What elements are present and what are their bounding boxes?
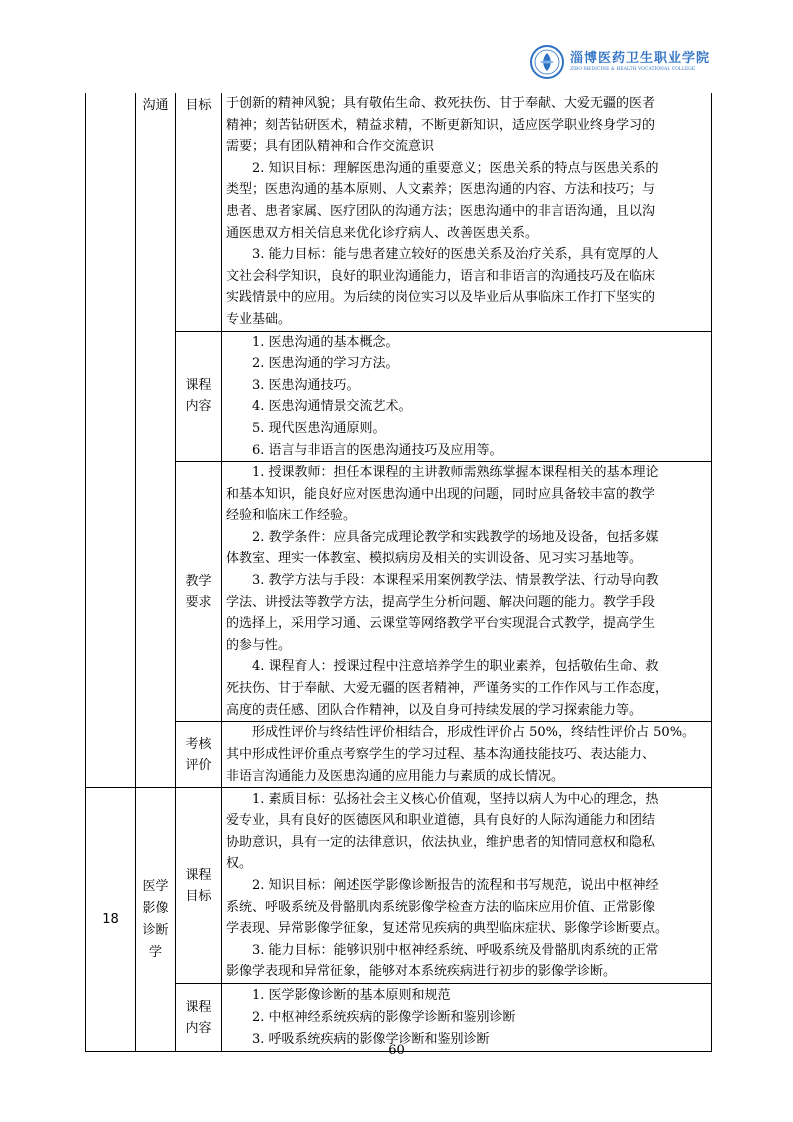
course-no-cell xyxy=(86,93,136,788)
text-line: 权。 xyxy=(226,856,253,872)
text-line: 4. 课程育人：授课过程中注意培养学生的职业素养，包括敬佑生命、救 xyxy=(252,659,659,675)
text-line: 爱专业，具有良好的医德医风和职业道德，具有良好的人际沟通能力和团结 xyxy=(226,813,656,829)
content-cell xyxy=(222,462,712,722)
text-line: 和基本知识，能良好应对医患沟通中出现的问题，同时应具备较丰富的教学 xyxy=(226,486,656,502)
category-label: 要求 xyxy=(185,594,212,610)
text-line: 3. 教学方法与手段：本课程采用案例教学法、情景教学法、行动导向教 xyxy=(252,573,659,589)
category-cell xyxy=(176,462,222,722)
page-number: 60 xyxy=(388,1043,405,1058)
content-cell xyxy=(222,93,712,331)
text-line: 2. 知识目标：阐述医学影像诊断报告的流程和书写规范，说出中枢神经 xyxy=(252,877,659,893)
content-cell xyxy=(222,984,712,1052)
category-label: 课程 xyxy=(185,378,212,394)
category-cell xyxy=(176,984,222,1052)
category-label: 目标 xyxy=(185,888,212,904)
text-line: 精神；刻苦钻研医术，精益求精，不断更新知识，适应医学职业终身学习的 xyxy=(226,117,656,133)
list-item: 3. 医患沟通技巧。 xyxy=(252,377,360,393)
course-name-part: 医学 xyxy=(142,878,169,894)
text-line: 死扶伤、甘于奉献、大爱无疆的医者精神，严谨务实的工作作风与工作态度， xyxy=(226,681,669,697)
list-item: 1. 医患沟通的基本概念。 xyxy=(252,334,399,350)
text-line: 1. 授课教师：担任本课程的主讲教师需熟练掌握本课程相关的基本理论 xyxy=(252,465,659,481)
category-label: 课程 xyxy=(185,999,212,1015)
text-line: 3. 能力目标：能与患者建立较好的医患关系及治疗关系，具有宽厚的人 xyxy=(252,247,659,263)
school-name: 淄博医药卫生职业学院 xyxy=(570,50,711,66)
category-label: 目标 xyxy=(185,98,212,113)
list-item: 6. 语言与非语言的医患沟通技巧及应用等。 xyxy=(252,442,503,458)
school-emblem-icon xyxy=(530,45,564,79)
list-item: 2. 医患沟通的学习方法。 xyxy=(252,356,399,372)
school-logo xyxy=(530,44,730,80)
text-line: 类型；医患沟通的基本原则、人文素养；医患沟通的内容、方法和技巧；与 xyxy=(226,182,656,198)
course-no-cell xyxy=(86,788,136,1052)
text-line: 形成性评价与终结性评价相结合，形成性评价占 50%，终结性评价占 50%。 xyxy=(252,725,696,741)
category-label: 教学 xyxy=(185,573,212,589)
text-line: 专业基础。 xyxy=(226,311,292,327)
text-line: 体教室、理实一体教室、模拟病房及相关的实训设备、见习实习基地等。 xyxy=(226,551,643,567)
text-line: 经验和临床工作经验。 xyxy=(226,508,357,524)
category-cell xyxy=(176,93,222,331)
category-label: 内容 xyxy=(185,1020,212,1036)
category-cell xyxy=(176,331,222,462)
course-table xyxy=(85,93,712,1052)
course-name-part: 影像 xyxy=(142,900,169,916)
text-line: 3. 能力目标：能够识别中枢神经系统、呼吸系统及骨骼肌肉系统的正常 xyxy=(252,942,659,958)
text-line: 影像学表现和异常征象，能够对本系统疾病进行初步的影像学诊断。 xyxy=(226,964,617,980)
course-name-cell xyxy=(136,93,176,788)
list-item: 4. 医患沟通情景交流艺术。 xyxy=(252,399,412,415)
text-line: 协助意识，具有一定的法律意识，依法执业，维护患者的知情同意权和隐私 xyxy=(226,834,656,850)
table-row xyxy=(86,722,712,788)
table-row xyxy=(86,984,712,1052)
content-cell xyxy=(222,788,712,984)
text-line: 的参与性。 xyxy=(226,637,292,653)
school-name-en: ZIBO MEDICINE & HEALTH VOCATIONAL COLLEGE xyxy=(570,66,696,72)
course-no: 18 xyxy=(102,912,119,928)
table-row xyxy=(86,462,712,722)
text-line: 1. 素质目标：弘扬社会主义核心价值观，坚持以病人为中心的理念，热 xyxy=(252,791,659,807)
text-line: 系统、呼吸系统及骨骼肌肉系统影像学检查方法的临床应用价值、正常影像 xyxy=(226,899,656,915)
category-cell xyxy=(176,788,222,984)
text-line: 实践情景中的应用。为后续的岗位实习以及毕业后从事临床工作打下坚实的 xyxy=(226,290,656,306)
text-line: 于创新的精神风貌；具有敬佑生命、救死扶伤、甘于奉献、大爱无疆的医者 xyxy=(226,96,656,111)
table-row xyxy=(86,93,712,331)
text-line: 通医患双方相关信息来优化诊疗病人、改善医患关系。 xyxy=(226,225,539,241)
category-cell xyxy=(176,722,222,788)
text-line: 学法、讲授法等教学方法，提高学生分析问题、解决问题的能力。教学手段 xyxy=(226,594,656,610)
text-line: 需要；具有团队精神和合作交流意识 xyxy=(226,139,435,155)
category-label: 考核 xyxy=(185,736,212,752)
course-name-part: 学 xyxy=(148,944,162,960)
category-label: 评价 xyxy=(185,757,212,773)
course-name-part: 诊断 xyxy=(142,922,169,938)
text-line: 非语言沟通能力及医患沟通的应用能力与素质的成长情况。 xyxy=(226,768,565,784)
text-line: 学表现、异常影像学征象，复述常见疾病的典型临床症状、影像学诊断要点。 xyxy=(226,921,669,937)
category-label: 课程 xyxy=(185,867,212,883)
list-item: 3. 呼吸系统疾病的影像学诊断和鉴别诊断 xyxy=(252,1031,490,1047)
text-line: 文社会科学知识，良好的职业沟通能力，语言和非语言的沟通技巧及在临床 xyxy=(226,268,656,284)
table-row xyxy=(86,788,712,984)
text-line: 2. 知识目标：理解医患沟通的重要意义；医患关系的特点与医患关系的 xyxy=(252,160,659,176)
category-label: 内容 xyxy=(185,399,212,415)
list-item: 5. 现代医患沟通原则。 xyxy=(252,420,386,436)
content-cell xyxy=(222,331,712,462)
course-name: 沟通 xyxy=(142,98,169,113)
content-cell xyxy=(222,722,712,788)
text-line: 的选择上，采用学习通、云课堂等网络教学平台实现混合式教学，提高学生 xyxy=(226,616,656,632)
text-line: 患者、患者家属、医疗团队的沟通方法；医患沟通中的非言语沟通，且以沟 xyxy=(226,203,656,219)
text-line: 高度的责任感、团队合作精神，以及自身可持续发展的学习探索能力等。 xyxy=(226,702,643,718)
list-item: 1. 医学影像诊断的基本原则和规范 xyxy=(252,988,451,1004)
list-item: 2. 中枢神经系统疾病的影像学诊断和鉴别诊断 xyxy=(252,1009,516,1025)
table-row xyxy=(86,331,712,462)
logo-text xyxy=(570,52,710,72)
text-line: 其中形成性评价重点考察学生的学习过程、基本沟通技能技巧、表达能力、 xyxy=(226,746,656,762)
text-line: 2. 教学条件：应具备完成理论教学和实践教学的场地及设备，包括多媒 xyxy=(252,529,659,545)
course-name-cell xyxy=(136,788,176,1052)
